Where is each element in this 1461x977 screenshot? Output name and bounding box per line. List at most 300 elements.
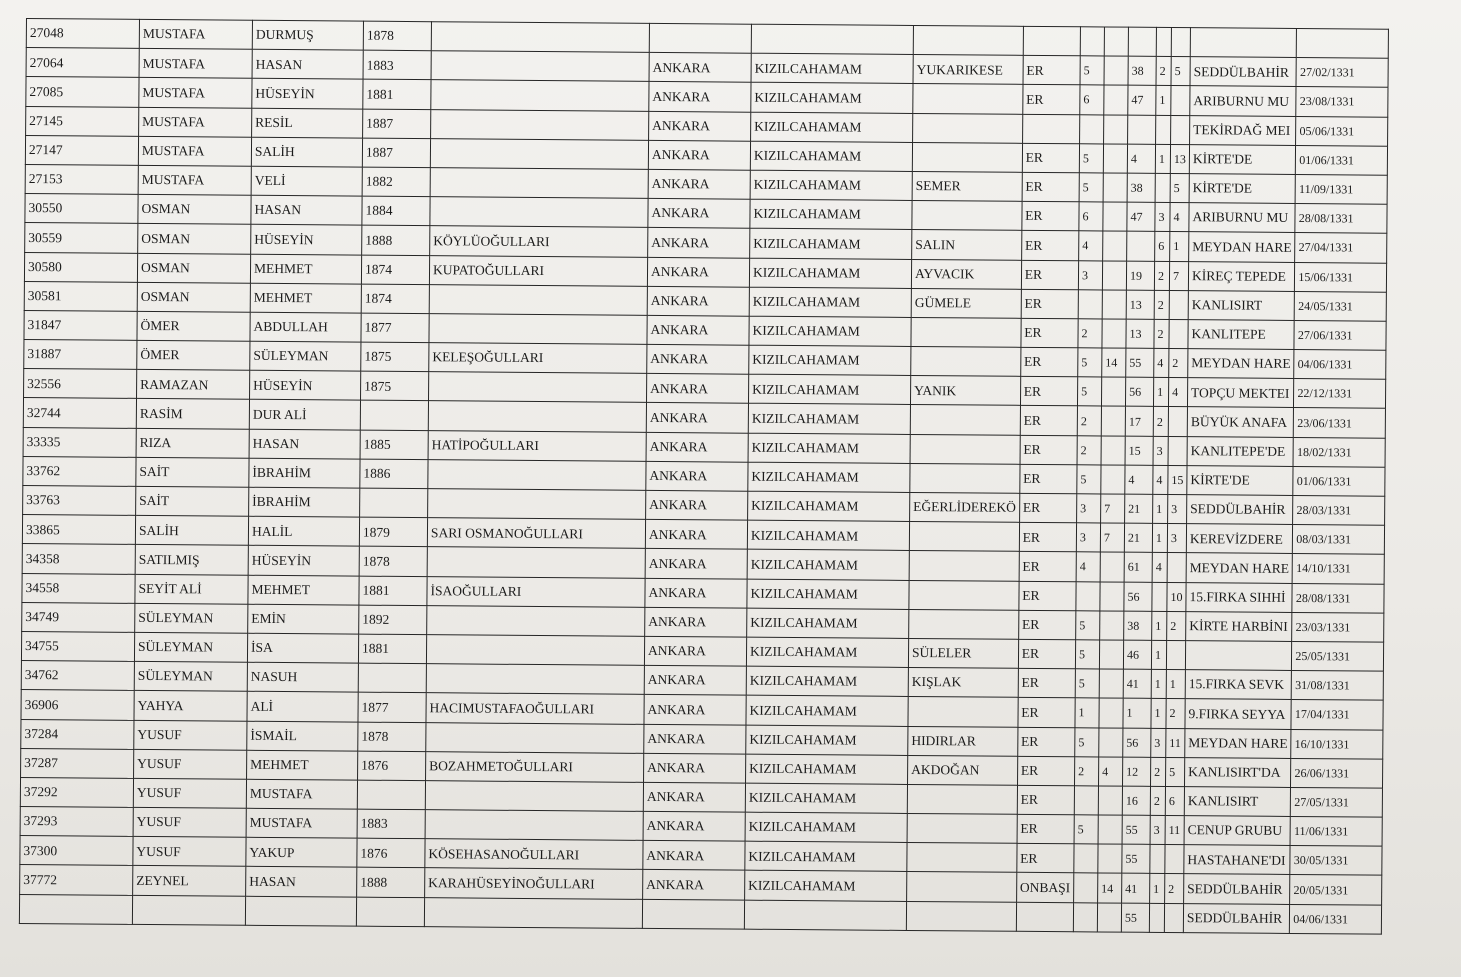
cell-first-name: ÖMER bbox=[137, 340, 250, 370]
cell-village bbox=[912, 201, 1022, 231]
cell-family-name: KÖYLÜOĞULLARI bbox=[430, 226, 648, 257]
cell-father-name: HÜSEYİN bbox=[252, 79, 363, 109]
cell-village bbox=[910, 434, 1020, 464]
cell-no: 27048 bbox=[26, 19, 139, 49]
cell-father-name: SÜLEYMAN bbox=[250, 341, 361, 371]
cell-birth-year bbox=[357, 780, 425, 810]
cell-province: ANKARA bbox=[644, 695, 746, 725]
cell-date: 28/03/1331 bbox=[1293, 495, 1385, 525]
cell-village bbox=[907, 784, 1017, 814]
cell-family-name: KÖSEHASANOĞULLARI bbox=[425, 839, 643, 870]
cell-place-of-death: MEYDAN HARE bbox=[1188, 349, 1295, 379]
cell-district bbox=[744, 900, 906, 930]
cell-c2 bbox=[1098, 786, 1122, 815]
cell-c1: 2 bbox=[1075, 756, 1099, 785]
cell-birth-year: 1883 bbox=[363, 50, 431, 80]
cell-no: 32744 bbox=[23, 398, 136, 428]
cell-district: KIZILCAHAMAM bbox=[746, 637, 908, 667]
cell-c5: 13 bbox=[1170, 144, 1189, 173]
cell-date: 28/08/1331 bbox=[1295, 204, 1387, 234]
cell-c3: 16 bbox=[1122, 786, 1150, 815]
cell-c5: 10 bbox=[1167, 582, 1186, 611]
cell-place-of-death: KİRTE'DE bbox=[1189, 174, 1296, 204]
cell-c4: 2 bbox=[1151, 757, 1166, 786]
cell-father-name: DUR ALİ bbox=[249, 400, 360, 430]
cell-no: 37300 bbox=[20, 836, 133, 866]
cell-rank: ER bbox=[1021, 260, 1078, 290]
cell-rank: ER bbox=[1022, 172, 1079, 202]
cell-no: 33763 bbox=[23, 485, 136, 515]
cell-first-name: SALİH bbox=[135, 516, 248, 546]
cell-c3 bbox=[1128, 27, 1156, 56]
cell-c2 bbox=[1100, 552, 1124, 581]
cell-rank: ER bbox=[1019, 552, 1076, 582]
cell-rank: ER bbox=[1017, 756, 1074, 786]
cell-c1: 5 bbox=[1075, 640, 1099, 669]
cell-first-name: YUSUF bbox=[133, 807, 246, 837]
cell-c5 bbox=[1168, 407, 1187, 436]
cell-rank: ER bbox=[1020, 406, 1077, 436]
cell-c4 bbox=[1156, 27, 1171, 56]
cell-village: SEMER bbox=[912, 171, 1022, 201]
cell-date: 04/06/1331 bbox=[1290, 904, 1382, 934]
cell-no: 30559 bbox=[25, 223, 138, 253]
cell-province: ANKARA bbox=[648, 228, 750, 258]
cell-village bbox=[913, 84, 1023, 114]
cell-place-of-death: CENUP GRUBU bbox=[1184, 816, 1291, 846]
cell-place-of-death: KANLISIRT'DA bbox=[1185, 757, 1292, 787]
cell-birth-year: 1887 bbox=[362, 138, 430, 168]
cell-c1: 3 bbox=[1076, 523, 1100, 552]
cell-district: KIZILCAHAMAM bbox=[748, 404, 910, 434]
cell-date: 17/04/1331 bbox=[1291, 700, 1383, 730]
cell-c2 bbox=[1104, 115, 1128, 144]
cell-c3: 38 bbox=[1127, 173, 1155, 202]
cell-c3: 55 bbox=[1122, 815, 1150, 844]
cell-first-name: SÜLEYMAN bbox=[134, 661, 247, 691]
cell-c5: 7 bbox=[1169, 261, 1188, 290]
cell-rank: ER bbox=[1017, 727, 1074, 757]
cell-birth-year: 1885 bbox=[360, 430, 428, 460]
cell-first-name: OSMAN bbox=[137, 282, 250, 312]
cell-c1: 3 bbox=[1077, 494, 1101, 523]
cell-c5: 2 bbox=[1166, 699, 1185, 728]
cell-c1: 5 bbox=[1079, 144, 1103, 173]
cell-date: 27/02/1331 bbox=[1296, 58, 1388, 88]
cell-c2 bbox=[1102, 290, 1126, 319]
cell-rank: ER bbox=[1021, 289, 1078, 319]
cell-place-of-death: 9.FIRKA SEYYA bbox=[1185, 699, 1292, 729]
cell-date bbox=[1297, 28, 1389, 58]
cell-c5: 11 bbox=[1165, 816, 1184, 845]
cell-no: 27064 bbox=[26, 48, 139, 78]
cell-place-of-death bbox=[1185, 641, 1292, 671]
cell-c5 bbox=[1171, 27, 1190, 56]
cell-village: HIDIRLAR bbox=[908, 726, 1018, 756]
cell-first-name: YUSUF bbox=[133, 837, 246, 867]
cell-place-of-death: SEDDÜLBAHİR bbox=[1190, 57, 1297, 87]
cell-village: AYVACIK bbox=[911, 259, 1021, 289]
cell-province bbox=[649, 23, 751, 53]
cell-c1: 1 bbox=[1075, 698, 1099, 727]
cell-c3 bbox=[1128, 115, 1156, 144]
cell-birth-year: 1874 bbox=[361, 284, 429, 314]
cell-c4: 1 bbox=[1152, 611, 1167, 640]
cell-c2 bbox=[1103, 231, 1127, 260]
cell-c2 bbox=[1101, 406, 1125, 435]
cell-first-name: RIZA bbox=[136, 428, 249, 458]
cell-father-name: HASAN bbox=[249, 429, 360, 459]
cell-village: SALIN bbox=[912, 230, 1022, 260]
cell-first-name: SATILMIŞ bbox=[135, 545, 248, 575]
cell-c1: 4 bbox=[1079, 231, 1103, 260]
cell-district: KIZILCAHAMAM bbox=[750, 229, 912, 259]
cell-c2 bbox=[1099, 727, 1123, 756]
cell-family-name: KELEŞOĞULLARI bbox=[429, 343, 647, 374]
cell-c3: 17 bbox=[1125, 407, 1153, 436]
cell-first-name: ÖMER bbox=[137, 311, 250, 341]
cell-c5 bbox=[1166, 640, 1185, 669]
cell-village bbox=[911, 347, 1021, 377]
cell-no: 31847 bbox=[24, 310, 137, 340]
cell-father-name: HÜSEYİN bbox=[251, 225, 362, 255]
cell-c5: 3 bbox=[1168, 494, 1187, 523]
cell-father-name: NASUH bbox=[247, 662, 358, 692]
cell-c5 bbox=[1168, 436, 1187, 465]
cell-birth-year: 1878 bbox=[359, 547, 427, 577]
cell-c4: 2 bbox=[1154, 319, 1169, 348]
cell-family-name bbox=[426, 722, 644, 753]
cell-province bbox=[642, 899, 744, 929]
cell-rank bbox=[1016, 902, 1073, 932]
cell-first-name: SAİT bbox=[136, 457, 249, 487]
cell-c1: 3 bbox=[1078, 260, 1102, 289]
cell-father-name: İSA bbox=[247, 633, 358, 663]
cell-c5 bbox=[1164, 903, 1183, 932]
cell-no: 31887 bbox=[24, 340, 137, 370]
cell-birth-year bbox=[360, 488, 428, 518]
cell-family-name: KUPATOĞULLARI bbox=[429, 255, 647, 286]
cell-province: ANKARA bbox=[649, 53, 751, 83]
cell-no: 37293 bbox=[20, 807, 133, 837]
cell-c5: 5 bbox=[1166, 757, 1185, 786]
cell-c1: 5 bbox=[1075, 727, 1099, 756]
cell-c4: 2 bbox=[1154, 261, 1169, 290]
cell-father-name: VELİ bbox=[251, 166, 362, 196]
cell-no: 27085 bbox=[26, 77, 139, 107]
cell-first-name: ZEYNEL bbox=[133, 866, 246, 896]
cell-family-name bbox=[431, 51, 649, 82]
cell-district: KIZILCAHAMAM bbox=[747, 550, 909, 580]
cell-c1 bbox=[1074, 844, 1098, 873]
cell-district: KIZILCAHAMAM bbox=[747, 579, 909, 609]
cell-province: ANKARA bbox=[644, 666, 746, 696]
cell-village bbox=[911, 317, 1021, 347]
cell-c4 bbox=[1149, 903, 1164, 932]
cell-district: KIZILCAHAMAM bbox=[749, 316, 911, 346]
cell-no: 27153 bbox=[25, 164, 138, 194]
cell-date: 01/06/1331 bbox=[1296, 145, 1388, 175]
cell-date: 26/06/1331 bbox=[1291, 758, 1383, 788]
cell-date: 05/06/1331 bbox=[1296, 116, 1388, 146]
cell-date: 14/10/1331 bbox=[1292, 554, 1384, 584]
cell-c5: 2 bbox=[1169, 349, 1188, 378]
cell-family-name bbox=[430, 138, 648, 169]
cell-no: 30581 bbox=[24, 281, 137, 311]
cell-father-name: MEHMET bbox=[248, 575, 359, 605]
cell-district: KIZILCAHAMAM bbox=[745, 812, 907, 842]
cell-c5: 5 bbox=[1170, 173, 1189, 202]
cell-village bbox=[910, 405, 1020, 435]
cell-family-name bbox=[431, 22, 649, 53]
cell-c1: 5 bbox=[1080, 56, 1104, 85]
cell-village bbox=[908, 697, 1018, 727]
cell-c1: 5 bbox=[1078, 348, 1102, 377]
cell-first-name: SÜLEYMAN bbox=[134, 632, 247, 662]
cell-father-name: YAKUP bbox=[246, 838, 357, 868]
cell-c5: 2 bbox=[1167, 611, 1186, 640]
cell-village bbox=[906, 901, 1016, 931]
cell-c1: 5 bbox=[1074, 815, 1098, 844]
cell-province: ANKARA bbox=[646, 461, 748, 491]
cell-c4: 4 bbox=[1153, 465, 1168, 494]
cell-district: KIZILCAHAMAM bbox=[746, 725, 908, 755]
cell-father-name: MUSTAFA bbox=[246, 808, 357, 838]
cell-village bbox=[909, 580, 1019, 610]
cell-first-name: SAİT bbox=[136, 486, 249, 516]
cell-province: ANKARA bbox=[645, 520, 747, 550]
cell-c4: 3 bbox=[1151, 728, 1166, 757]
cell-province: ANKARA bbox=[643, 811, 745, 841]
cell-place-of-death: KİREÇ TEPEDE bbox=[1188, 261, 1295, 291]
cell-c2 bbox=[1102, 319, 1126, 348]
cell-date: 18/02/1331 bbox=[1293, 437, 1385, 467]
cell-district: KIZILCAHAMAM bbox=[750, 170, 912, 200]
cell-father-name: ALİ bbox=[247, 692, 358, 722]
cell-c2 bbox=[1100, 582, 1124, 611]
cell-family-name: SARI OSMANOĞULLARI bbox=[427, 518, 645, 549]
cell-family-name bbox=[425, 810, 643, 841]
cell-c3: 1 bbox=[1123, 698, 1151, 727]
cell-father-name: RESİL bbox=[252, 108, 363, 138]
cell-village bbox=[909, 522, 1019, 552]
cell-c1 bbox=[1080, 114, 1104, 143]
cell-place-of-death: MEYDAN HARE bbox=[1189, 232, 1296, 262]
cell-rank: ER bbox=[1020, 435, 1077, 465]
cell-c2 bbox=[1098, 815, 1122, 844]
cell-date: 31/08/1331 bbox=[1292, 671, 1384, 701]
cell-birth-year: 1881 bbox=[363, 80, 431, 110]
cell-c3: 21 bbox=[1125, 494, 1153, 523]
cell-c2 bbox=[1104, 85, 1128, 114]
cell-c3: 15 bbox=[1125, 436, 1153, 465]
cell-family-name: BOZAHMETOĞULLARI bbox=[426, 751, 644, 782]
cell-first-name: OSMAN bbox=[137, 253, 250, 283]
cell-c1: 2 bbox=[1078, 319, 1102, 348]
cell-c2 bbox=[1101, 377, 1125, 406]
cell-village bbox=[913, 113, 1023, 143]
cell-c4: 1 bbox=[1153, 494, 1168, 523]
cell-family-name bbox=[430, 168, 648, 199]
cell-rank: ER bbox=[1022, 201, 1079, 231]
cell-c3: 13 bbox=[1126, 290, 1154, 319]
cell-no: 37287 bbox=[21, 748, 134, 778]
cell-birth-year bbox=[358, 663, 426, 693]
cell-no: 32556 bbox=[24, 369, 137, 399]
cell-c2 bbox=[1097, 903, 1121, 932]
cell-birth-year: 1875 bbox=[361, 371, 429, 401]
cell-village bbox=[907, 872, 1017, 902]
cell-c2: 14 bbox=[1098, 873, 1122, 902]
cell-village: SÜLELER bbox=[908, 638, 1018, 668]
cell-village bbox=[907, 814, 1017, 844]
cell-c5 bbox=[1169, 319, 1188, 348]
cell-date: 27/05/1331 bbox=[1291, 787, 1383, 817]
cell-district: KIZILCAHAMAM bbox=[746, 666, 908, 696]
cell-no: 34762 bbox=[21, 661, 134, 691]
cell-c4: 1 bbox=[1152, 524, 1167, 553]
cell-province: ANKARA bbox=[648, 140, 750, 170]
cell-c5: 5 bbox=[1171, 57, 1190, 86]
cell-first-name: YUSUF bbox=[133, 778, 246, 808]
cell-place-of-death: 15.FIRKA SIHHİ bbox=[1186, 582, 1293, 612]
cell-birth-year: 1887 bbox=[363, 109, 431, 139]
cell-province: ANKARA bbox=[643, 870, 745, 900]
cell-no: 33865 bbox=[22, 515, 135, 545]
cell-no: 27145 bbox=[26, 106, 139, 136]
cell-family-name: İSAOĞULLARI bbox=[427, 576, 645, 607]
cell-place-of-death: KANLISIRT bbox=[1188, 290, 1295, 320]
cell-place-of-death: KANLITEPE bbox=[1188, 320, 1295, 350]
cell-c4: 1 bbox=[1151, 699, 1166, 728]
cell-rank: ER bbox=[1020, 347, 1077, 377]
cell-c2: 4 bbox=[1099, 757, 1123, 786]
cell-c4 bbox=[1155, 173, 1170, 202]
cell-c5: 6 bbox=[1165, 786, 1184, 815]
cell-c5: 1 bbox=[1170, 232, 1189, 261]
cell-province: ANKARA bbox=[643, 841, 745, 871]
cell-c4: 1 bbox=[1150, 874, 1165, 903]
cell-father-name: İBRAHİM bbox=[249, 458, 360, 488]
cell-family-name bbox=[428, 401, 646, 432]
cell-father-name: HASAN bbox=[246, 867, 357, 897]
cell-c3: 12 bbox=[1123, 757, 1151, 786]
cell-c1: 5 bbox=[1075, 669, 1099, 698]
cell-rank: ER bbox=[1017, 814, 1074, 844]
cell-birth-year: 1878 bbox=[358, 722, 426, 752]
cell-c2 bbox=[1102, 260, 1126, 289]
cell-first-name: MUSTAFA bbox=[139, 107, 252, 137]
cell-family-name bbox=[429, 314, 647, 345]
cell-family-name bbox=[427, 547, 645, 578]
cell-province: ANKARA bbox=[646, 403, 748, 433]
cell-c3 bbox=[1127, 231, 1155, 260]
cell-c5: 1 bbox=[1166, 670, 1185, 699]
cell-father-name: SALİH bbox=[251, 137, 362, 167]
cell-district: KIZILCAHAMAM bbox=[749, 258, 911, 288]
cell-rank: ER bbox=[1018, 668, 1075, 698]
cell-date: 28/08/1331 bbox=[1292, 583, 1384, 613]
cell-rank bbox=[1023, 26, 1080, 56]
cell-rank: ER bbox=[1023, 85, 1080, 115]
cell-no: 34755 bbox=[21, 631, 134, 661]
cell-c4: 6 bbox=[1155, 232, 1170, 261]
cell-first-name: RAMAZAN bbox=[137, 370, 250, 400]
cell-c5: 4 bbox=[1170, 203, 1189, 232]
cell-family-name: HATİPOĞULLARI bbox=[428, 430, 646, 461]
cell-first-name: SEYİT ALİ bbox=[135, 574, 248, 604]
cell-c1: 5 bbox=[1077, 465, 1101, 494]
cell-date: 25/05/1331 bbox=[1292, 641, 1384, 671]
cell-rank: ER bbox=[1019, 581, 1076, 611]
cell-father-name: HÜSEYİN bbox=[248, 546, 359, 576]
cell-birth-year: 1888 bbox=[362, 225, 430, 255]
cell-c3: 56 bbox=[1124, 582, 1152, 611]
cell-father-name: İBRAHİM bbox=[249, 487, 360, 517]
cell-c4: 2 bbox=[1153, 407, 1168, 436]
cell-c1: 6 bbox=[1080, 85, 1104, 114]
cell-c3: 4 bbox=[1127, 144, 1155, 173]
cell-c4: 2 bbox=[1156, 57, 1171, 86]
cell-first-name: MUSTAFA bbox=[139, 78, 252, 108]
cell-date: 11/09/1331 bbox=[1295, 174, 1387, 204]
cell-c3: 61 bbox=[1124, 553, 1152, 582]
cell-district bbox=[751, 24, 913, 54]
cell-district: KIZILCAHAMAM bbox=[746, 754, 908, 784]
cell-c2: 7 bbox=[1101, 494, 1125, 523]
cell-father-name: MEHMET bbox=[250, 254, 361, 284]
cell-c3: 46 bbox=[1123, 640, 1151, 669]
cell-village bbox=[913, 25, 1023, 55]
cell-no: 34749 bbox=[22, 602, 135, 632]
cell-c4: 2 bbox=[1150, 786, 1165, 815]
cell-district: KIZILCAHAMAM bbox=[750, 141, 912, 171]
cell-village: YANIK bbox=[910, 376, 1020, 406]
cell-birth-year: 1879 bbox=[359, 517, 427, 547]
cell-birth-year: 1874 bbox=[361, 255, 429, 285]
cell-family-name bbox=[428, 459, 646, 490]
cell-place-of-death: SEDDÜLBAHİR bbox=[1184, 874, 1291, 904]
cell-c4: 4 bbox=[1152, 553, 1167, 582]
cell-village bbox=[907, 843, 1017, 873]
cell-no: 36906 bbox=[21, 690, 134, 720]
cell-father-name: MUSTAFA bbox=[246, 779, 357, 809]
cell-rank: ER bbox=[1021, 231, 1078, 261]
cell-father-name: EMİN bbox=[248, 604, 359, 634]
cell-birth-year: 1877 bbox=[358, 692, 426, 722]
cell-village: YUKARIKESE bbox=[913, 55, 1023, 85]
cell-c4: 3 bbox=[1153, 436, 1168, 465]
cell-village bbox=[910, 463, 1020, 493]
cell-father-name: HALİL bbox=[248, 516, 359, 546]
cell-province: ANKARA bbox=[644, 724, 746, 754]
cell-birth-year: 1876 bbox=[358, 751, 426, 781]
cell-c5 bbox=[1171, 115, 1190, 144]
cell-c4 bbox=[1152, 582, 1167, 611]
cell-c3: 55 bbox=[1121, 903, 1149, 932]
cell-c5: 2 bbox=[1165, 874, 1184, 903]
cell-first-name: MUSTAFA bbox=[139, 19, 252, 49]
cell-c3: 21 bbox=[1124, 523, 1152, 552]
cell-family-name bbox=[425, 781, 643, 812]
cell-birth-year: 1875 bbox=[361, 342, 429, 372]
cell-c3: 41 bbox=[1122, 874, 1150, 903]
cell-district: KIZILCAHAMAM bbox=[745, 841, 907, 871]
cell-district: KIZILCAHAMAM bbox=[751, 83, 913, 113]
cell-birth-year: 1882 bbox=[362, 167, 430, 197]
cell-c2 bbox=[1101, 465, 1125, 494]
cell-c4: 4 bbox=[1154, 348, 1169, 377]
